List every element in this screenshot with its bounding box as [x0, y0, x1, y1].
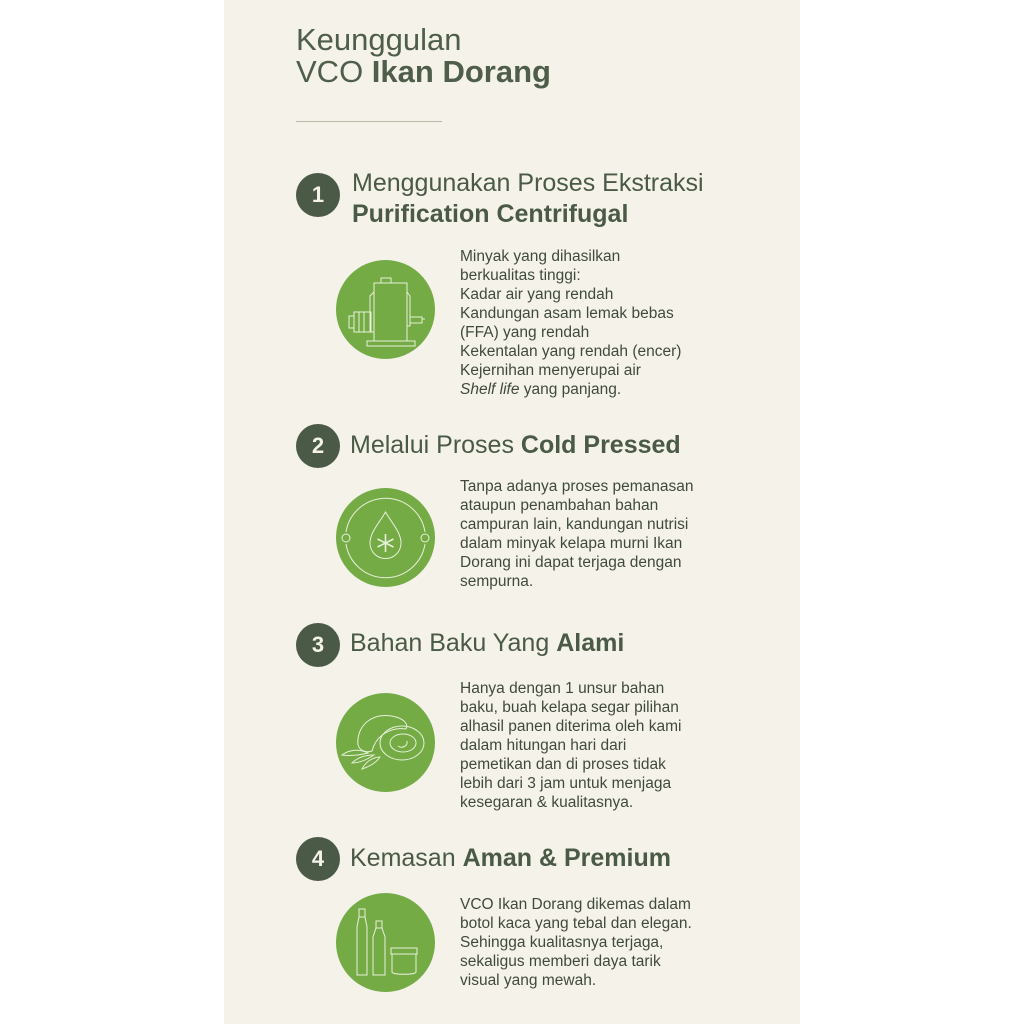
number-badge-1: 1 [296, 173, 340, 217]
description-2 [460, 477, 694, 591]
title-divider [296, 121, 442, 122]
number-badge-3: 3 [296, 623, 340, 667]
heading-bold: Purification Centrifugal [352, 200, 629, 228]
description-1 [460, 247, 681, 399]
description-4 [460, 895, 692, 990]
number-badge-2: 2 [296, 424, 340, 468]
heading-regular: Melalui Proses [350, 431, 521, 459]
title-line-1: Keunggulan [296, 22, 462, 57]
heading-regular: Menggunakan Proses Ekstraksi [352, 169, 704, 197]
description-line: campuran lain, kandungan nutrisi [460, 516, 689, 533]
centrifuge-machine-icon [336, 260, 435, 359]
page-title [296, 24, 551, 88]
heading-regular: Kemasan [350, 844, 463, 872]
description-line: Kadar air yang rendah [460, 286, 614, 303]
heading-bold: Cold Pressed [520, 431, 681, 459]
description-line: pemetikan dan di proses tidak [460, 756, 666, 773]
italic-term: Shelf life [460, 381, 520, 398]
title-bold: Ikan Dorang [371, 54, 551, 89]
description-line: Dorang ini dapat terjaga dengan [460, 554, 682, 571]
description-line: Kandungan asam lemak bebas [460, 305, 674, 322]
description-3 [460, 679, 681, 812]
description-line: botol kaca yang tebal dan elegan. [460, 915, 692, 932]
description-line: sempurna. [460, 573, 534, 590]
description-line: dalam minyak kelapa murni Ikan [460, 535, 683, 552]
title-regular: VCO [296, 54, 372, 89]
heading-regular: Bahan Baku Yang [350, 629, 557, 657]
description-line: VCO Ikan Dorang dikemas dalam [460, 896, 691, 913]
description-line [460, 380, 681, 399]
coconut-icon [336, 693, 435, 792]
number-badge-4: 4 [296, 837, 340, 881]
description-line: alhasil panen diterima oleh kami [460, 718, 682, 735]
description-line: kesegaran & kualitasnya. [460, 794, 634, 811]
title-line-2 [296, 56, 551, 88]
description-line: (FFA) yang rendah [460, 324, 590, 341]
description-line: sekaligus memberi daya tarik [460, 953, 661, 970]
description-line: Kejernihan menyerupai air [460, 362, 641, 379]
description-line: visual yang mewah. [460, 972, 597, 989]
description-line: lebih dari 3 jam untuk menjaga [460, 775, 672, 792]
description-line: Minyak yang dihasilkan [460, 248, 621, 265]
description-line: Sehingga kualitasnya terjaga, [460, 934, 664, 951]
description-line: Hanya dengan 1 unsur bahan [460, 680, 665, 697]
description-line: berkualitas tinggi: [460, 267, 581, 284]
heading-3 [350, 628, 624, 659]
description-line: Tanpa adanya proses pemanasan [460, 478, 694, 495]
cold-drop-icon [336, 488, 435, 587]
heading-2 [350, 430, 681, 461]
description-line: baku, buah kelapa segar pilihan [460, 699, 679, 716]
bottles-jar-icon [336, 893, 435, 992]
description-text: yang panjang. [519, 381, 622, 398]
heading-1 [352, 168, 704, 230]
heading-bold: Aman & Premium [462, 844, 671, 872]
description-line: dalam hitungan hari dari [460, 737, 627, 754]
heading-bold: Alami [556, 629, 625, 657]
heading-4 [350, 843, 671, 874]
description-line: ataupun penambahan bahan [460, 497, 659, 514]
description-line: Kekentalan yang rendah (encer) [460, 343, 682, 360]
